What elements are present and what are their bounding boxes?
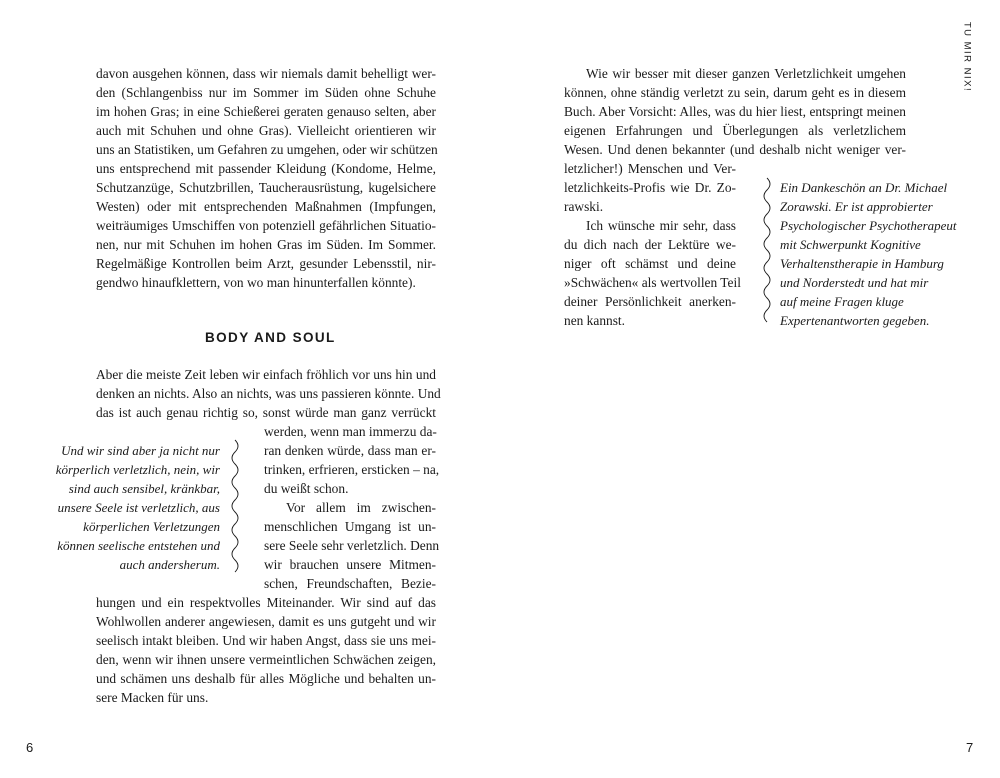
text-line: »Schwächen« als wertvollen Teil: [564, 275, 741, 290]
text-line: du dich nach der Lektüre we-: [564, 237, 736, 252]
sidenote-line: mit Schwerpunkt Kognitive: [780, 237, 921, 252]
text-line: seelisch intakt bleiben. Und wir haben Angst, dass sie uns mei-: [96, 633, 436, 648]
text-line: nen, nur mit Schuhen im hohen Gras im Süden. Im Sommer.: [96, 237, 436, 252]
sidenote-line: Psychologischer Psychotherapeut: [780, 218, 957, 233]
text-line: Wie wir besser mit dieser ganzen Verletzlichkeit umgehen: [586, 66, 906, 81]
sidenote-line: sind auch sensibel, kränkbar,: [68, 481, 220, 496]
text-line: Regelmäßige Kontrollen beim Arzt, gesunder Lebensstil, nir-: [96, 256, 436, 271]
text-line: uns entsprechend mit passender Kleidung (Kondome, Helme,: [96, 161, 436, 176]
text-line: Aber die meiste Zeit leben wir einfach fröhlich vor uns hin und: [96, 367, 436, 382]
text-line: Westen) oder mit entsprechenden Maßnahmen (Impfungen,: [96, 199, 436, 214]
text-line: davon ausgehen können, dass wir niemals damit behelligt wer-: [96, 66, 436, 81]
sidenote-line: körperlich verletzlich, nein, wir: [55, 462, 220, 477]
text-line: auch mit Schuhen und ohne Gras). Vielleicht orientieren wir: [96, 123, 436, 138]
text-line: sere Seele sehr verletzlich. Denn: [264, 538, 440, 553]
text-line: den, wenn wir ihnen unsere vermeintlichen Schwächen zeigen,: [96, 652, 436, 667]
text-line: rawski.: [564, 199, 604, 214]
sidenote-line: Zorawski. Er ist approbierter: [780, 199, 933, 214]
text-line: sere Macken für uns.: [96, 690, 209, 705]
wavy-rule-left: [230, 440, 240, 576]
sidenote-line: körperlichen Verletzungen: [83, 519, 220, 534]
sidenote-line: und Norderstedt und hat mir: [780, 275, 929, 290]
text-line: Buch. Aber Vorsicht: Alles, was du hier liest, entspringt meinen: [564, 104, 906, 119]
sidenote-line: auf meine Fragen kluge: [780, 294, 904, 309]
text-line: eigenen Erfahrungen und Überlegungen als verletzlichem: [564, 123, 906, 138]
running-head: TU MIR NIX!: [961, 21, 973, 93]
text-line: ran denken würde, dass man er-: [264, 443, 436, 458]
text-line: Ich wünsche mir sehr, dass: [586, 218, 736, 233]
text-line: trinken, erfrieren, ersticken – na,: [264, 462, 440, 477]
text-line: letzlicher!) Menschen und Ver-: [564, 161, 736, 176]
text-line: Schutzanzüge, Schutzbrillen, Taucherausrüstung, kugelsichere: [96, 180, 436, 195]
text-line: werden, wenn man immerzu da-: [264, 424, 437, 439]
text-line: deiner Persönlichkeit anerken-: [564, 294, 736, 309]
text-line: niger oft schämst und deine: [564, 256, 736, 271]
sidenote-line: können seelische entstehen und: [57, 538, 220, 553]
text-line: das ist auch genau richtig so, sonst würde man ganz verrückt: [96, 405, 436, 420]
text-line: den (Schlangenbiss nur im Sommer im Süden ohne Schuhe: [96, 85, 436, 100]
section-heading: BODY AND SOUL: [205, 330, 336, 345]
text-line: Wesen. Und denen bekannter (und deshalb nicht weniger ver-: [564, 142, 906, 157]
sidenote-line: Verhaltenstherapie in Hamburg: [780, 256, 944, 271]
text-line: Wohlwollen anderer angewiesen, damit es uns gutgeht und wir: [96, 614, 436, 629]
text-line: wir brauchen unsere Mitmen-: [264, 557, 436, 572]
text-line: hungen und ein respektvolles Miteinander. Wir sind auf das: [96, 595, 436, 610]
text-line: gendwo hinaufklettern, von wo man hinunterfallen könnte).: [96, 275, 416, 290]
text-line: Vor allem im zwischen-: [286, 500, 436, 515]
sidenote-line: auch andersherum.: [119, 557, 220, 572]
wavy-rule-right: [762, 178, 772, 324]
sidenote-line: Expertenantworten gegeben.: [780, 313, 930, 328]
text-line: menschlichen Umgang ist un-: [264, 519, 436, 534]
page-number-right: 7: [966, 740, 974, 755]
sidenote-line: Ein Dankeschön an Dr. Michael: [780, 180, 948, 195]
text-line: im hohen Gras; in eine Schießerei geraten genauso selten, aber: [96, 104, 436, 119]
text-line: schen, Freundschaften, Bezie-: [264, 576, 436, 591]
sidenote-line: unsere Seele ist verletzlich, aus: [57, 500, 220, 515]
page-number-left: 6: [26, 740, 34, 755]
text-line: letzlichkeits-Profis wie Dr. Zo-: [564, 180, 736, 195]
text-line: weiträumiges Umschiffen von potenziell gefährlichen Situatio-: [96, 218, 436, 233]
text-line: können, ohne ständig verletzt zu sein, darum geht es in diesem: [564, 85, 906, 100]
text-line: nen kannst.: [564, 313, 625, 328]
text-line: du weißt schon.: [264, 481, 349, 496]
text-line: und schämen uns deshalb für alles Mögliche und behalten un-: [96, 671, 436, 686]
sidenote-line: Und wir sind aber ja nicht nur: [61, 443, 220, 458]
text-line: uns an Statistiken, um Gefahren zu umgehen, oder wir schützen: [96, 142, 438, 157]
text-line: denken an nichts. Also an nichts, was uns passieren könnte. Und: [96, 386, 441, 401]
